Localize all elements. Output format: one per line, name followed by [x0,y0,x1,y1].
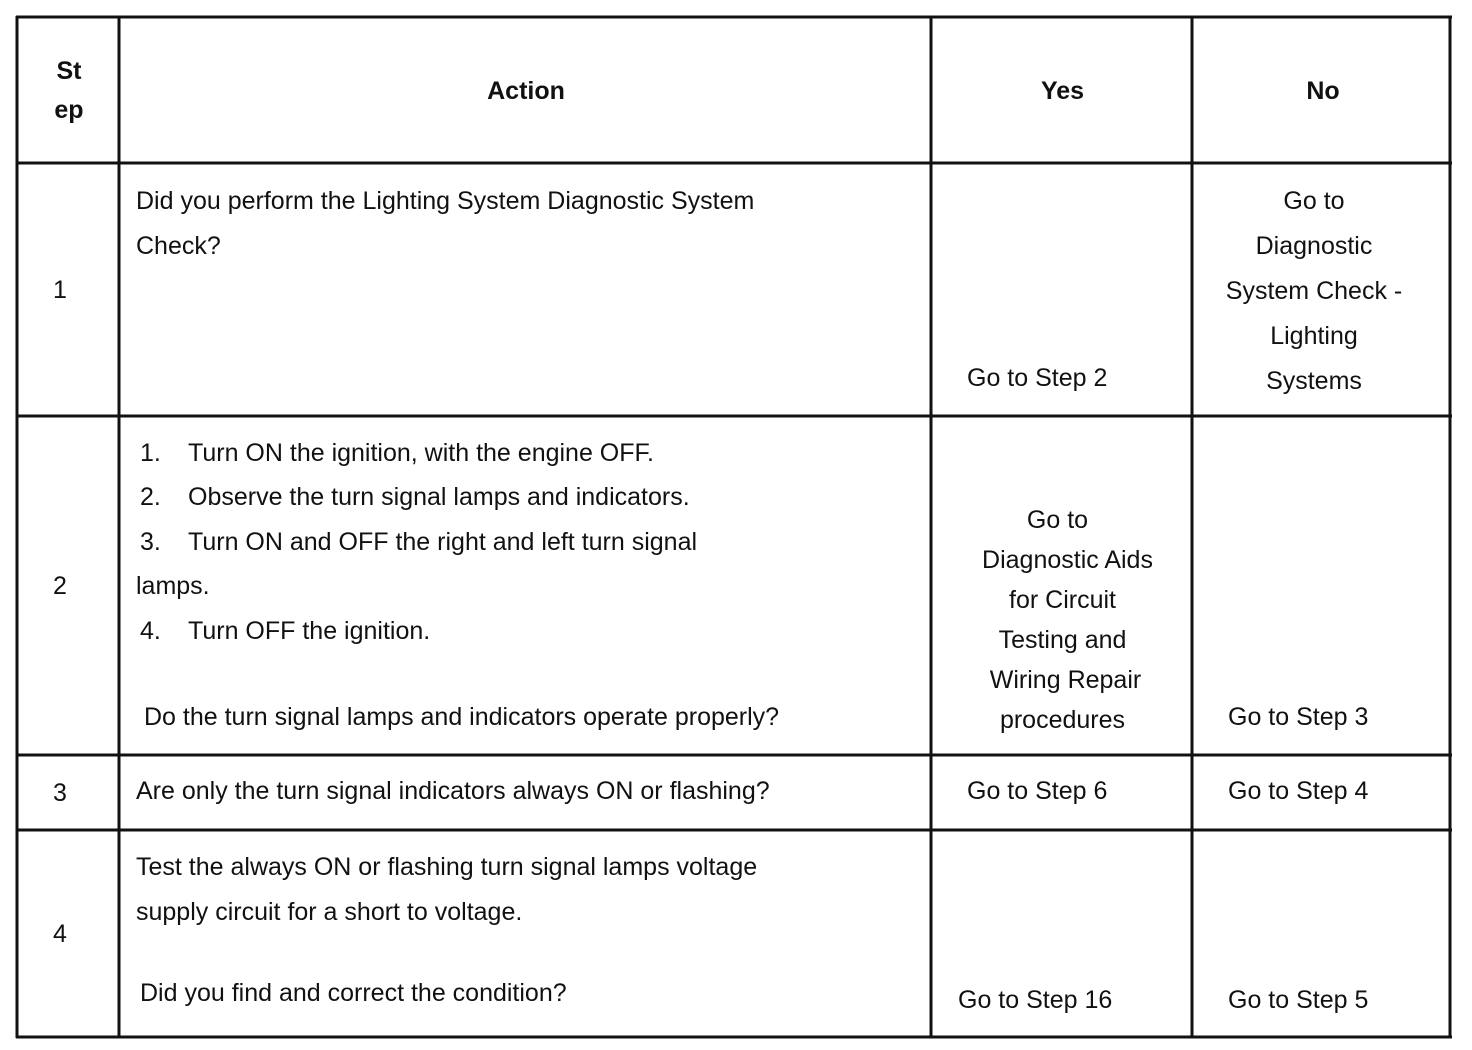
row-4-action-line-2: supply circuit for a short to voltage. [136,898,523,926]
row-2-yes-line-4: Testing and [998,626,1127,654]
row-2-yes-line-6: procedures [999,706,1126,734]
header-action: Action [487,76,565,105]
list-item [136,475,926,519]
row-1-no-line-1: Go to [1283,187,1345,215]
row-1-step: 1 [53,276,67,304]
row-3-step: 3 [53,779,67,807]
list-item-text: Turn ON and OFF the right and left turn signal [188,527,698,556]
list-item-number: 1. [140,439,161,467]
row-2-yes-line-1: Go to [1026,506,1089,534]
header-yes: Yes [1040,76,1085,105]
list-item-number: 2. [140,483,161,512]
list-item-continuation: lamps. [136,572,210,601]
row-4-yes: Go to Step 16 [958,986,1113,1014]
list-item [136,520,926,564]
row-3-no: Go to Step 4 [1228,777,1369,805]
list-item [136,431,926,475]
header-step-line-2: ep [54,96,84,124]
list-item [136,609,926,653]
row-4-question: Did you find and correct the condition? [140,979,567,1007]
row-2-yes [933,500,1192,740]
row-1-no [1194,179,1434,404]
row-3-yes: Go to Step 6 [967,777,1108,805]
header-step [19,19,119,163]
row-2-yes-line-5: Wiring Repair [989,666,1142,694]
row-3-action: Are only the turn signal indicators always ON or flashing? [136,777,770,805]
row-1-no-line-5: Systems [1266,367,1362,395]
list-item-text: Turn OFF the ignition. [188,616,431,645]
list-item-number: 3. [140,527,161,556]
row-1-yes: Go to Step 2 [967,364,1108,392]
row-1-no-line-4: Lighting [1270,322,1358,350]
row-2-action-list [136,431,926,653]
row-4-action-line-1: Test the always ON or flashing turn signal lamps voltage [136,853,758,881]
row-4-step: 4 [53,920,67,948]
row-2-yes-line-3: for Circuit [1009,586,1116,614]
row-4-action [136,845,926,935]
header-step-line-1: St [56,57,82,85]
list-item-number: 4. [140,616,161,645]
row-1-action-line-1: Did you perform the Lighting System Diagnostic System [136,187,755,215]
row-1-action [136,179,926,269]
list-item-text: Turn ON the ignition, with the engine OFF. [188,439,654,467]
list-item-text: Observe the turn signal lamps and indicators. [188,483,690,512]
row-4-no: Go to Step 5 [1228,986,1369,1014]
row-2-question: Do the turn signal lamps and indicators operate properly? [144,703,780,731]
row-1-no-line-2: Diagnostic [1255,232,1373,260]
row-1-no-line-3: System Check - [1225,277,1403,305]
row-2-no: Go to Step 3 [1228,703,1369,731]
row-1-action-line-2: Check? [136,232,221,260]
header-no: No [1306,76,1340,105]
row-2-step: 2 [53,572,67,600]
row-2-yes-line-2: Diagnostic Aids [982,546,1153,574]
